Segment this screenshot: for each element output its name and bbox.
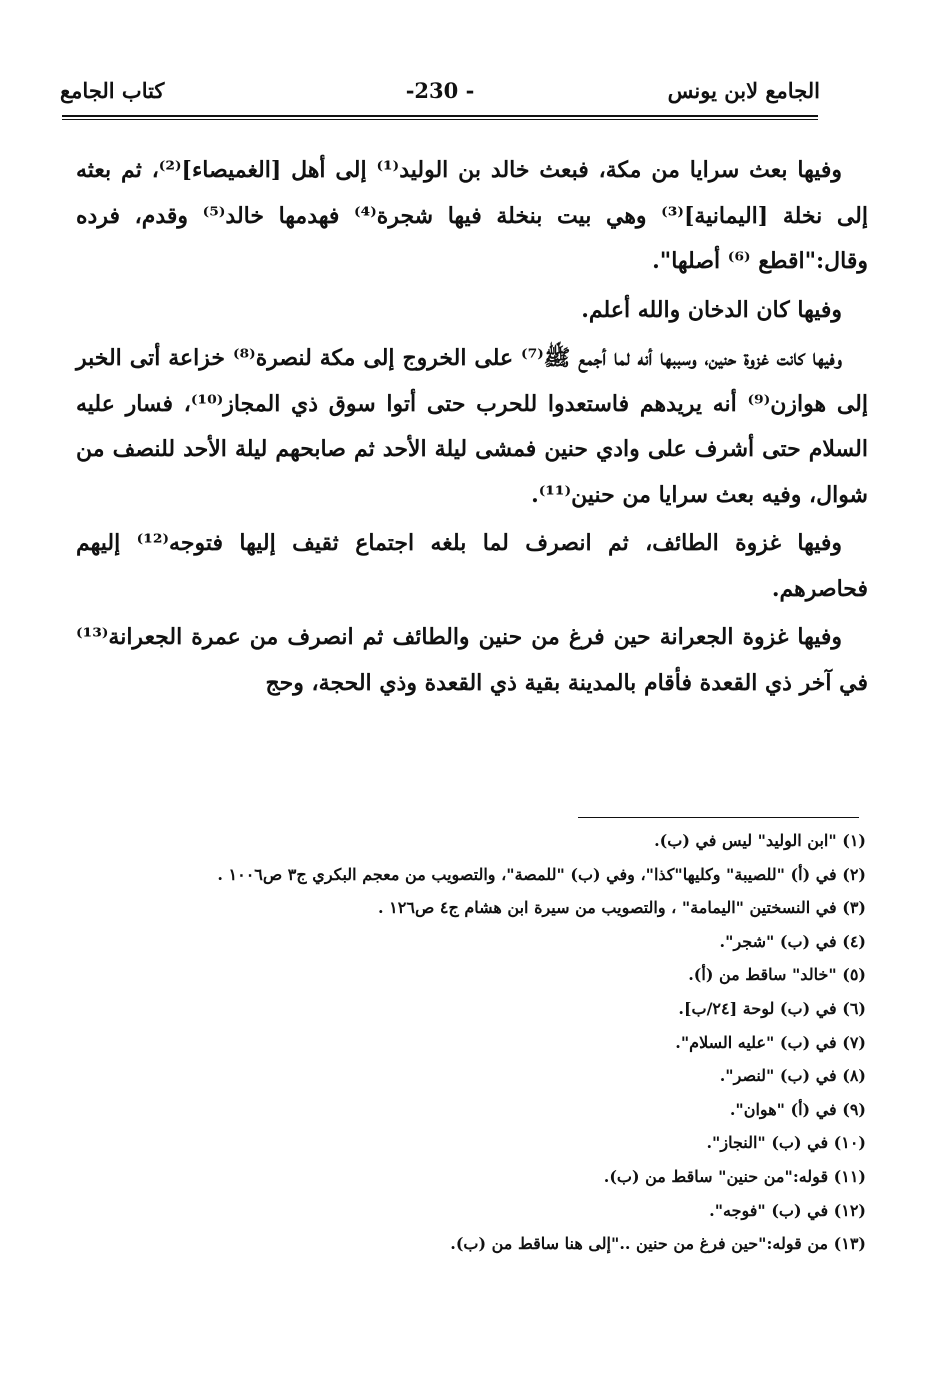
footnote: (٦) في (ب) لوحة [٢٤/ب]. [678,998,866,1018]
footnote-separator [578,817,859,818]
footnote: (٩) في (أ) "هوان". [729,1099,866,1119]
page-number: -230 - [405,78,475,103]
footnote: (٤) في (ب) "شجر". [719,931,866,951]
footnote: (١) "ابن الوليد" ليس في (ب). [654,831,866,850]
footnote: (١١) قوله:"من حنين" ساقط من (ب). [603,1166,866,1186]
footnote: (١٢) في (ب) "فوجه". [709,1200,866,1220]
footnote: (٥) "خالد" ساقط من (أ). [688,965,866,985]
paragraph: وفيها بعث سرايا من مكة، فبعث خالد بن الوليد⁽¹⁾ إلى أهل [الغميصاء]⁽²⁾، ثم بعثه إلى نخلة [اليمانية]⁽³⁾ وهي بيت بنخلة فيها شجرة⁽⁴⁾ فهدمها خالد⁽⁵⁾ وقدم، فرده وقال:"اقطع ⁽⁶⁾ أصلها". [76,157,869,274]
paragraph: وفيها غزوة الجعرانة حين فرغ من حنين والطائف ثم انصرف من عمرة الجعرانة⁽¹³⁾ في آخر ذي القعدة فأقام بالمدينة بقية ذي القعدة وذي الحجة، وحج [76,624,868,696]
main-text [76,148,868,709]
footnote: (٧) في (ب) "عليه السلام". [675,1032,866,1052]
header-rule [62,115,818,117]
header-chapter-title: كتاب الجامع [60,78,165,103]
paragraph: وفيها غزوة الطائف، ثم انصرف لما بلغه اجتماع ثقيف إليها فتوجه⁽¹²⁾ إليهم فحاصرهم. [76,530,868,602]
footnote: (٢) في (أ) "للصيبة" وكليها"كذا"، وفي (ب) "للمصة"، والتصويب من معجم البكري ج٣ ص١٠٠٦ . [217,864,866,884]
header-book-title: الجامع لابن يونس [667,78,820,103]
footnote: (٨) في (ب) "لنصر". [719,1066,866,1086]
paragraph: وفيها كان الدخان والله أعلم. [581,296,842,323]
footnote: (٣) في النسختين "اليمامة" ، والتصويب من سيرة ابن هشام ج٤ ص١٢٦ . [378,898,866,918]
header-rule-thin [62,119,818,120]
footnotes [120,824,866,1261]
footnote: (١٠) في (ب) "النجاز". [706,1133,866,1153]
footnote: (١٣) من قوله:"حين فرغ من حنين .."إلى هنا ساقط من (ب). [450,1234,866,1254]
paragraph: وفيها كانت غزوة حنين، وسببها أنه لما أجمع ﷺ⁽⁷⁾ على الخروج إلى مكة لنصرة⁽⁸⁾ خزاعة أتى الخبر إلى هوازن⁽⁹⁾ أنه يريدهم فاستعدوا للحرب حتى أتوا سوق ذي المجاز⁽¹⁰⁾، فسار عليه السلام حتى أشرف على وادي حنين فمشى ليلة الأحد ثم صابحهم ليلة الأحد للنصف من شوال، وفيه بعث سرايا من حنين⁽¹¹⁾. [76,345,868,508]
running-header [60,78,820,112]
